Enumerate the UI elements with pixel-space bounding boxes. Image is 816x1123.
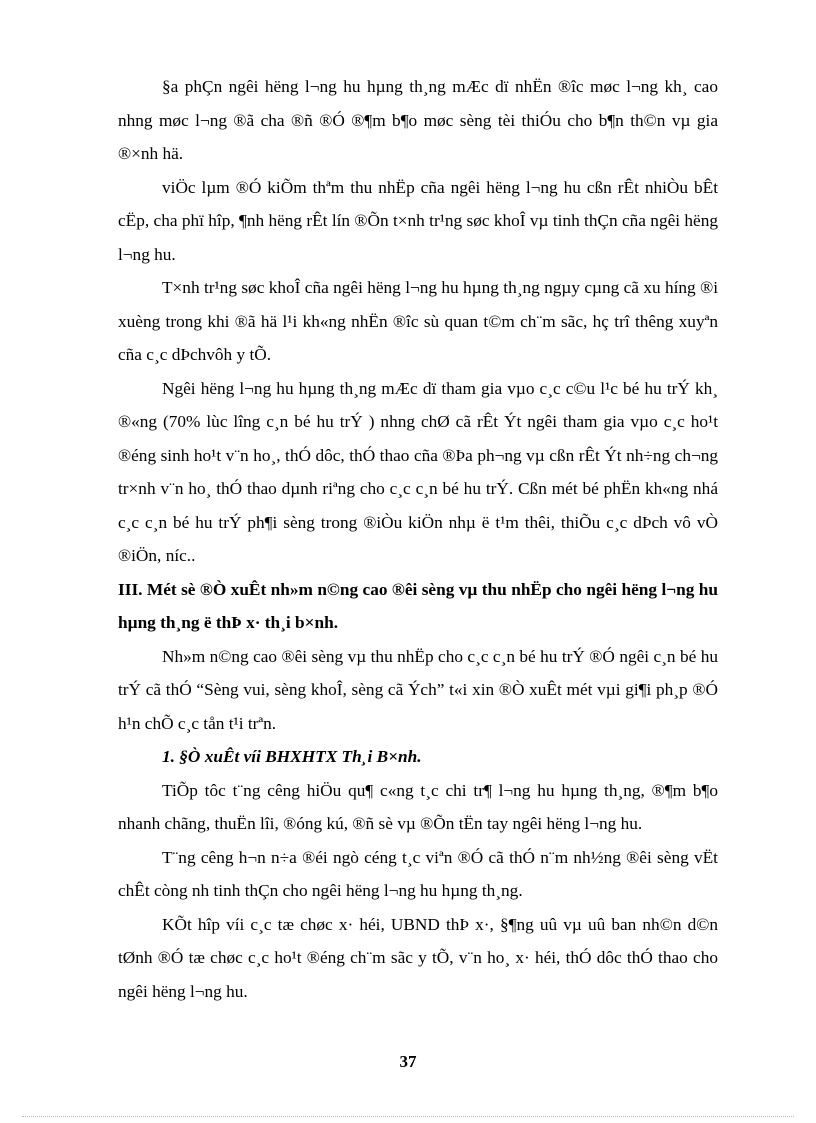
body-paragraph: KÕt hîp víi c¸c tæ chøc x· héi, UBND thÞ x·, §¶ng uû vµ uû ban nh©n d©n tØnh ®Ó tæ chøc c¸c ho¹t ®éng ch¨m sãc y tÕ, v¨n ho¸ x· héi, thÓ dôc thÓ thao cho ngêi hëng l¬ng hu. (118, 914, 718, 1001)
body-paragraph: TiÕp tôc t¨ng cêng hiÖu qu¶ c«ng t¸c chi tr¶ l¬ng hu hµng th¸ng, ®¶m b¶o nhanh chãng, thuËn lîi, ®óng kú, ®ñ sè vµ ®Õn tËn tay ngêi hëng l¬ng hu. (118, 780, 718, 833)
sub-heading: 1. §Ò xuÊt víi BHXHTX Th¸i B×nh. (162, 747, 422, 766)
page-number: 37 (399, 1052, 417, 1071)
body-paragraph: Ngêi hëng l¬ng hu hµng th¸ng mÆc dï tham gia vµo c¸c c©u l¹c bé hu trÝ kh¸ ®«ng (70% lùc lîng c¸n bé hu trÝ ) nhng chØ cã rÊt Ýt ngêi tham gia vµo c¸c ho¹t ®éng sinh ho¹t v¨n ho¸, thÓ dôc, thÓ thao cña ®Þa ph¬ng vµ cßn rÊt Ýt nh÷ng ch¬ng tr×nh v¨n ho¸ thÓ thao dµnh riªng cho c¸c c¸n bé hu trÝ. Cßn mét bé phËn kh«ng nhá c¸c c¸n bé hu trÝ ph¶i sèng trong ®iÒu kiÖn nhµ ë t¹m thêi, thiÕu c¸c dÞch vô vÒ ®iÖn, níc.. (118, 378, 718, 565)
footer-divider (22, 1116, 794, 1117)
section-heading: III. Mét sè ®Ò xuÊt nh»m n©ng cao ®êi sèng vµ thu nhËp cho ngêi hëng l¬ng hu hµng th¸ng ë thÞ x· th¸i b×nh. (118, 579, 718, 632)
body-paragraph: T×nh tr¹ng søc khoÎ cña ngêi hëng l¬ng hu hµng th¸ng ngµy cµng cã xu híng ®i xuèng trong khi ®ã hä l¹i kh«ng nhËn ®îc sù quan t©m ch¨m sãc, hç trî thêng xuyªn cña c¸c dÞchvôh y tÕ. (118, 278, 718, 364)
body-paragraph: §a phÇn ngêi hëng l¬ng hu hµng th¸ng mÆc dï nhËn ®îc møc l¬ng kh¸ cao nhng møc l¬ng ®ã cha ®ñ ®Ó ®¶m b¶o møc sèng tèi thiÓu cho b¶n th©n vµ gia ®×nh hä. (118, 77, 718, 163)
page-body (118, 70, 718, 1008)
body-paragraph: viÖc lµm ®Ó kiÕm thªm thu nhËp cña ngêi hëng l¬ng hu cßn rÊt nhiÒu bÊt cËp, cha phï hîp, ¶nh hëng rÊt lín ®Õn t×nh tr¹ng søc khoÎ vµ tinh thÇn cña ngêi hëng l¬ng hu. (118, 177, 718, 264)
intro-paragraph: Nh»m n©ng cao ®êi sèng vµ thu nhËp cho c¸c c¸n bé hu trÝ ®Ó ngêi c¸n bé hu trÝ cã thÓ “Sèng vui, sèng khoÎ, sèng cã Ých” t«i xin ®Ò xuÊt mét vµi gi¶i ph¸p ®Ó h¹n chÕ c¸c tån t¹i trªn. (118, 646, 718, 733)
body-paragraph: T¨ng cêng h¬n n÷a ®éi ngò céng t¸c viªn ®Ó cã thÓ n¨m nh½ng ®êi sèng vËt chÊt còng nh tinh thÇn cho ngêi hëng l¬ng hu hµng th¸ng. (118, 847, 718, 900)
